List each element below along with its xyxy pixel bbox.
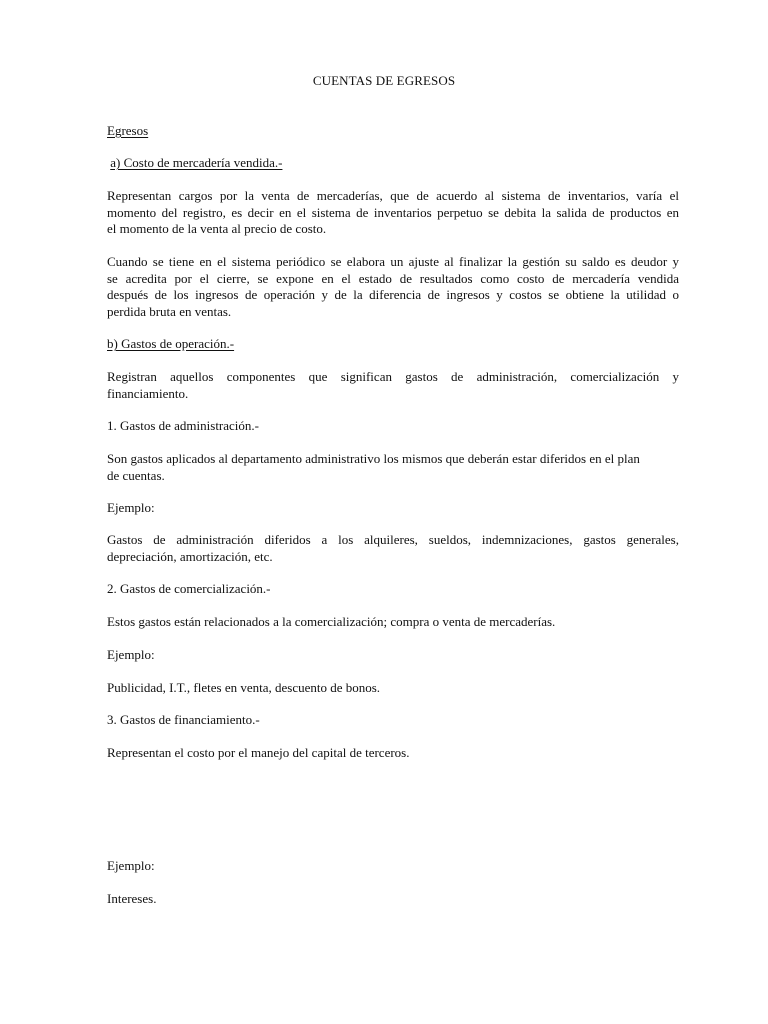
item-heading-2: 2. Gastos de comercialización.- bbox=[107, 581, 271, 596]
paragraph-1-line: Son gastos aplicados al departamento administrativo los mismos que deberán estar diferidos en el plan bbox=[107, 451, 640, 466]
paragraph-a1-line: momento del registro, es decir en el sistema de inventarios perpetuo se debita la salida de productos en bbox=[107, 204, 679, 220]
paragraph-1-example-line: depreciación, amortización, etc. bbox=[107, 548, 273, 564]
subsection-heading-a-text: a) Costo de mercadería vendida.- bbox=[110, 155, 283, 170]
page-title: CUENTAS DE EGRESOS bbox=[312, 73, 456, 88]
paragraph-a2-line: se acredita por el cierre, se expone en el estado de resultados como costo de mercadería vendida bbox=[107, 270, 679, 286]
ejemplo-label-1: Ejemplo: bbox=[107, 500, 155, 515]
paragraph-1 bbox=[107, 451, 679, 484]
paragraph-a2-line: perdida bruta en ventas. bbox=[107, 303, 232, 319]
paragraph-b1-line: financiamiento. bbox=[107, 385, 189, 401]
section-heading-egresos: Egresos bbox=[107, 123, 149, 138]
subsection-heading-a bbox=[107, 155, 679, 172]
paragraph-2: Estos gastos están relacionados a la comercialización; compra o venta de mercaderías. bbox=[107, 614, 556, 629]
item-heading-1: 1. Gastos de administración.- bbox=[107, 418, 259, 433]
paragraph-a1 bbox=[107, 188, 679, 238]
paragraph-3: Representan el costo por el manejo del capital de terceros. bbox=[107, 745, 410, 760]
paragraph-1-example bbox=[107, 532, 679, 565]
paragraph-a1-line: Representan cargos por la venta de mercaderías, que de acuerdo al sistema de inventarios, varía el bbox=[107, 188, 679, 203]
ejemplo-label-3: Ejemplo: bbox=[107, 858, 155, 873]
paragraph-a2-line: Cuando se tiene en el sistema periódico se elabora un ajuste al finalizar la gestión su saldo es deudor y bbox=[107, 254, 679, 269]
paragraph-2-example: Publicidad, I.T., fletes en venta, descuento de bonos. bbox=[107, 680, 381, 695]
subsection-heading-b: b) Gastos de operación.- bbox=[107, 336, 235, 351]
paragraph-b1-line: Registran aquellos componentes que significan gastos de administración, comercialización y bbox=[107, 369, 679, 384]
paragraph-a1-line: el momento de la venta al precio de costo. bbox=[107, 221, 327, 236]
ejemplo-label-2: Ejemplo: bbox=[107, 647, 155, 662]
paragraph-a2-line: después de los ingresos de operación y de la diferencia de ingresos y costos se obtiene la utilidad o bbox=[107, 287, 679, 302]
paragraph-b1 bbox=[107, 369, 679, 402]
paragraph-1-example-line: Gastos de administración diferidos a los alquileres, sueldos, indemnizaciones, gastos generales, bbox=[107, 532, 679, 547]
paragraph-3-example: Intereses. bbox=[107, 891, 157, 906]
paragraph-a2 bbox=[107, 254, 679, 320]
paragraph-1-line: de cuentas. bbox=[107, 467, 165, 483]
item-heading-3: 3. Gastos de financiamiento.- bbox=[107, 712, 260, 727]
